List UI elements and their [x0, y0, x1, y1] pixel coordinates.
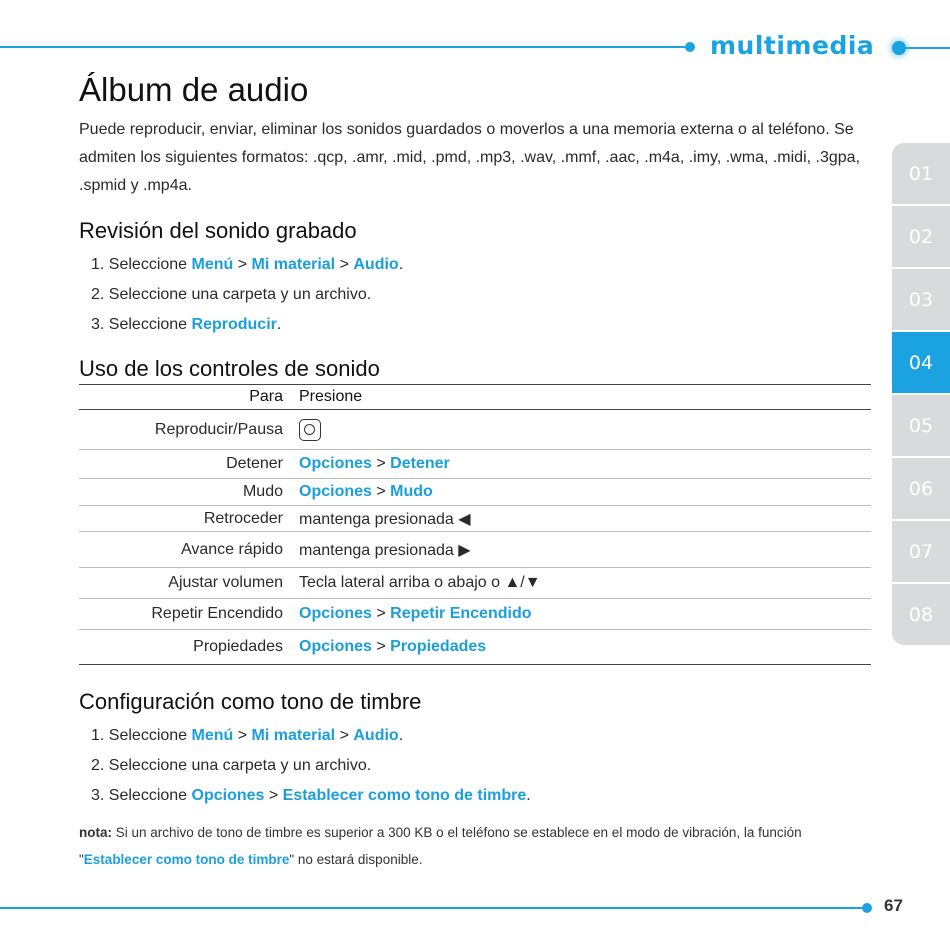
- header-rule-right: [905, 47, 950, 49]
- mudo-link[interactable]: Mudo: [390, 483, 433, 500]
- propiedades-link[interactable]: Propiedades: [390, 638, 487, 655]
- table-row: [79, 599, 871, 630]
- list-item: [91, 280, 874, 310]
- table-row: [79, 506, 871, 532]
- column-header-presione: Presione: [299, 388, 363, 405]
- table-header-row: [79, 385, 871, 410]
- step-text: Seleccione una carpeta y un archivo.: [108, 757, 372, 774]
- row-action: [299, 450, 871, 479]
- row-label: Reproducir/Pausa: [154, 420, 283, 438]
- header-rule-dot: [685, 42, 695, 52]
- repetir-encendido-link[interactable]: Repetir Encendido: [390, 605, 532, 622]
- list-item: [91, 751, 874, 781]
- list-item: [91, 721, 874, 751]
- step-text: Seleccione: [108, 316, 192, 333]
- note-text-end: " no estará disponible.: [289, 852, 423, 867]
- note-label: nota:: [79, 825, 112, 840]
- separator: >: [233, 727, 252, 744]
- row-label: Repetir Encendido: [151, 605, 283, 622]
- steps-ringtone: [79, 721, 874, 811]
- mi-material-link[interactable]: Mi material: [251, 256, 336, 273]
- row-label: Detener: [226, 455, 283, 472]
- separator: >: [371, 638, 391, 655]
- footer-rule-dot: [862, 903, 872, 913]
- separator: >: [335, 727, 354, 744]
- note-text: Si un archivo de tono de timbre es superior a 300 KB o el teléfono se establece en el modo de vibración, la función ": [79, 825, 802, 867]
- audio-link[interactable]: Audio: [353, 256, 399, 273]
- tab-08[interactable]: 08: [892, 584, 950, 645]
- separator: >: [264, 787, 283, 804]
- row-action: mantenga presionada ◀: [299, 510, 471, 528]
- step-text: Seleccione: [108, 727, 192, 744]
- audio-link[interactable]: Audio: [353, 727, 399, 744]
- tab-01[interactable]: 01: [892, 143, 950, 204]
- page-number: 67: [884, 896, 903, 915]
- list-item: [91, 250, 874, 280]
- column-header-para: Para: [249, 388, 283, 405]
- footer-rule: [0, 907, 866, 909]
- controls-table: [79, 384, 871, 665]
- page-content: [79, 68, 874, 873]
- separator: >: [371, 455, 391, 472]
- table-row: [79, 479, 871, 506]
- opciones-link[interactable]: Opciones: [191, 787, 265, 804]
- row-label: Ajustar volumen: [168, 574, 283, 591]
- detener-link[interactable]: Detener: [390, 455, 450, 472]
- row-action: [299, 410, 871, 450]
- step-suffix: .: [398, 727, 404, 744]
- step-number: 1.: [91, 727, 105, 744]
- tab-02[interactable]: 02: [892, 206, 950, 267]
- reproducir-link[interactable]: Reproducir: [191, 316, 277, 333]
- step-number: 3.: [91, 787, 105, 804]
- establecer-tono-link[interactable]: Establecer como tono de timbre: [282, 787, 527, 804]
- step-suffix: .: [276, 316, 282, 333]
- step-suffix: .: [526, 787, 531, 804]
- table-row: [79, 630, 871, 665]
- section-heading-ringtone: Configuración como tono de timbre: [79, 689, 422, 714]
- row-action: [299, 599, 871, 630]
- list-item: [91, 781, 874, 811]
- table-row: [79, 450, 871, 479]
- opciones-link[interactable]: Opciones: [299, 605, 372, 622]
- table-row: [79, 568, 871, 599]
- row-label: Mudo: [242, 483, 283, 500]
- section-heading-recorded-sound: Revisión del sonido grabado: [79, 218, 357, 243]
- menu-link[interactable]: Menú: [191, 256, 234, 273]
- opciones-link[interactable]: Opciones: [299, 455, 372, 472]
- list-item: [91, 310, 874, 340]
- separator: >: [371, 605, 391, 622]
- header-rule: [0, 46, 688, 48]
- establecer-tono-link[interactable]: Establecer como tono de timbre: [83, 852, 290, 867]
- table-row: [79, 532, 871, 568]
- row-label: Propiedades: [193, 638, 283, 655]
- header-glow-dot: [892, 41, 906, 55]
- step-number: 3.: [91, 316, 105, 333]
- step-text: Seleccione: [108, 256, 192, 273]
- section-label: multimedia: [710, 31, 875, 60]
- tab-04[interactable]: 04: [892, 332, 950, 393]
- opciones-link[interactable]: Opciones: [299, 483, 372, 500]
- step-number: 2.: [91, 286, 105, 303]
- step-text: Seleccione: [108, 787, 192, 804]
- opciones-link[interactable]: Opciones: [299, 638, 372, 655]
- row-label: Retroceder: [203, 509, 283, 527]
- row-action: [299, 630, 871, 665]
- tab-06[interactable]: 06: [892, 458, 950, 519]
- separator: >: [233, 256, 252, 273]
- center-key-icon: [299, 419, 321, 441]
- tab-03[interactable]: 03: [892, 269, 950, 330]
- tab-07[interactable]: 07: [892, 521, 950, 582]
- row-label: Avance rápido: [181, 540, 283, 558]
- section-heading-sound-controls: Uso de los controles de sonido: [79, 356, 380, 381]
- note: [79, 819, 874, 873]
- intro-paragraph: Puede reproducir, enviar, eliminar los sonidos guardados o moverlos a una memoria externa o al teléfono. Se admiten los siguientes formatos: .qcp, .amr, .mid, .pmd, .mp3, .wav, .mmf, .aac, .m4a, .imy, .wma, .midi, .3gpa, .spmid y .mp4a.: [79, 121, 861, 194]
- row-action: mantenga presionada ▶: [299, 541, 471, 559]
- chapter-tabs: [892, 143, 950, 647]
- separator: >: [335, 256, 354, 273]
- menu-link[interactable]: Menú: [191, 727, 234, 744]
- page-title: Álbum de audio: [79, 71, 309, 108]
- separator: >: [371, 483, 391, 500]
- step-text: Seleccione una carpeta y un archivo.: [108, 286, 372, 303]
- steps-recorded-sound: [79, 250, 874, 340]
- step-number: 2.: [91, 757, 105, 774]
- row-action: Tecla lateral arriba o abajo o ▲/▼: [299, 574, 541, 591]
- tab-05[interactable]: 05: [892, 395, 950, 456]
- step-number: 1.: [91, 256, 105, 273]
- row-action: [299, 479, 871, 506]
- step-suffix: .: [398, 256, 404, 273]
- table-row: [79, 410, 871, 450]
- mi-material-link[interactable]: Mi material: [251, 727, 336, 744]
